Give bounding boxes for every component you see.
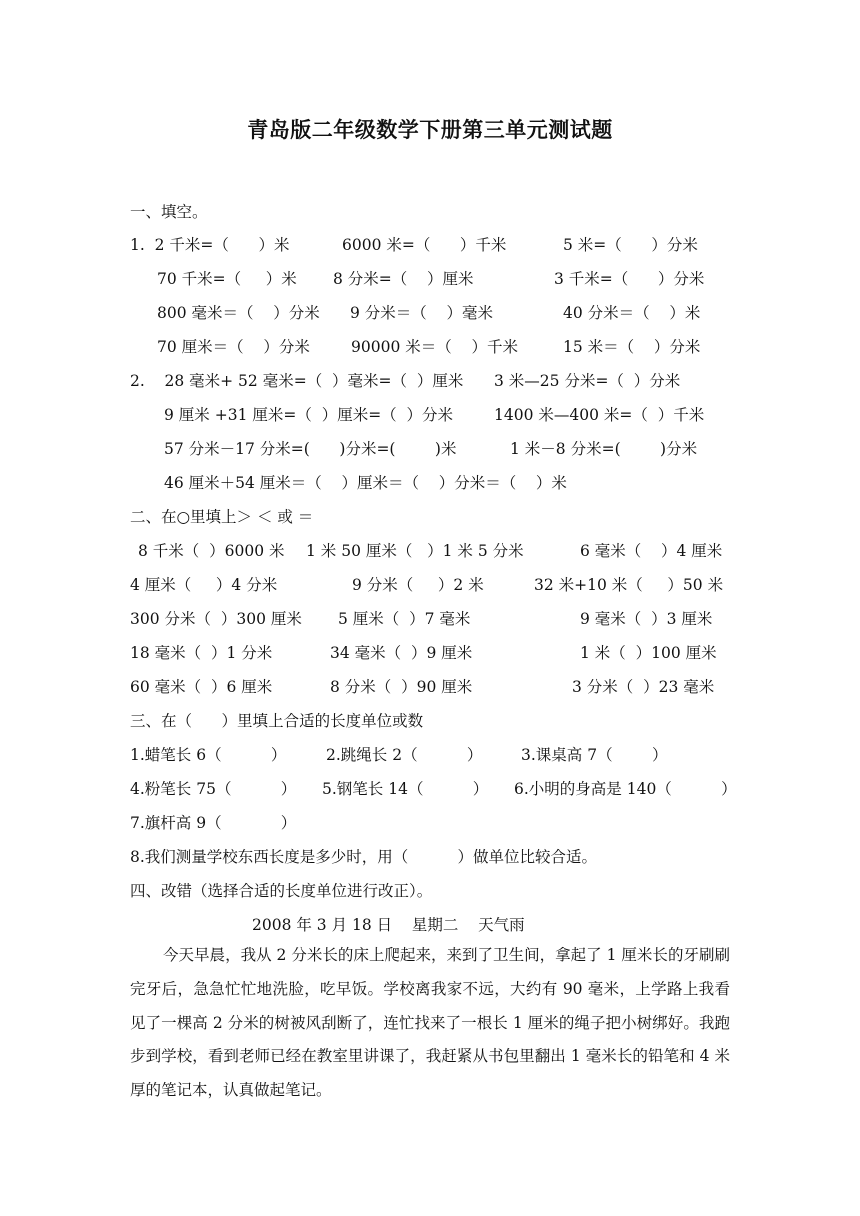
unit-question: 2.跳绳长 2（ ） <box>326 746 483 764</box>
compare-item: 1 米 50 厘米（ ）1 米 5 分米 <box>306 542 524 560</box>
compare-item: 9 分米（ ）2 米 <box>352 576 484 594</box>
unit-question: 1.蜡笔长 6（ ） <box>130 746 287 764</box>
unit-question: 8.我们测量学校东西长度是多少时，用（ ）做单位比较合适。 <box>130 848 598 866</box>
diary-text: 今天早晨，我从 2 分米长的床上爬起来，来到了卫生间，拿起了 1 厘米长的牙刷刷完牙后，急急忙忙地洗脸，吃早饭。学校离我家不远，大约有 90 毫米，上学路上我看见了一棵高 2 分米的树被风刮断了，连忙找来了一根长 1 厘米的绳子把小树绑好。我跑步到学校，看到老师已经在教室里讲课了，我赶紧从书包里翻出 1 毫米长的铅笔和 4 米厚的笔记本，认真做起笔记。 <box>130 946 730 1100</box>
compare-item: 34 毫米（ ）9 厘米 <box>330 644 473 662</box>
page-title: 青岛版二年级数学下册第三单元测试题 <box>247 118 613 142</box>
compare-item: 60 毫米（ ）6 厘米 <box>130 678 273 696</box>
unit-question: 4.粉笔长 75（ ） <box>130 780 297 798</box>
q1-item: 8 分米=（ ）厘米 <box>333 270 474 288</box>
compare-item: 9 毫米（ ）3 厘米 <box>580 610 713 628</box>
compare-item: 18 毫米（ ）1 分米 <box>130 644 273 662</box>
q1-item: 40 分米＝（ ）米 <box>563 304 701 322</box>
section4-heading: 四、改错（选择合适的长度单位进行改正）。 <box>130 882 433 900</box>
section3-heading: 三、在（ ）里填上合适的长度单位或数 <box>130 712 424 730</box>
q1-item: 15 米＝（ ）分米 <box>563 338 701 356</box>
unit-question: 6.小明的身高是 140（ ） <box>514 780 737 798</box>
compare-item: 8 分米（ ）90 厘米 <box>330 678 473 696</box>
q2-item: 9 厘米 +31 厘米=（ ）厘米=（ ）分米 <box>164 406 454 424</box>
unit-question: 3.课桌高 7（ ） <box>521 746 668 764</box>
compare-item: 1 米（ ）100 厘米 <box>580 644 717 662</box>
compare-item: 300 分米（ ）300 厘米 <box>130 610 302 628</box>
q1-item: 70 千米=（ ）米 <box>157 270 297 288</box>
q1-item: 70 厘米＝（ ）分米 <box>157 338 310 356</box>
q1-item: 90000 米＝（ ）千米 <box>351 338 518 356</box>
unit-question: 5.钢笔长 14（ ） <box>322 780 489 798</box>
q2-item: 46 厘米＋54 厘米＝（ ）厘米＝（ ）分米＝（ ）米 <box>164 474 567 492</box>
q2-item: 3 米—25 分米=（ ）分米 <box>494 372 681 390</box>
q1-item: 9 分米＝（ ）毫米 <box>350 304 493 322</box>
compare-item: 32 米+10 米（ ）50 米 <box>534 576 724 594</box>
q1-item: 800 毫米＝（ ）分米 <box>157 304 320 322</box>
compare-item: 6 毫米（ ）4 厘米 <box>580 542 723 560</box>
q2-item: 1 米－8 分米=( )分米 <box>510 440 698 458</box>
q1-item: 6000 米=（ ）千米 <box>342 236 507 254</box>
q1-item: 3 千米=（ ）分米 <box>554 270 705 288</box>
q2-item: 1400 米—400 米=（ ）千米 <box>494 406 705 424</box>
compare-item: 8 千米（ ）6000 米 <box>138 542 285 560</box>
diary-date: 2008 年 3 月 18 日 星期二 天气雨 <box>252 916 525 934</box>
diary-paragraph <box>130 939 730 1108</box>
compare-item: 3 分米（ ）23 毫米 <box>572 678 715 696</box>
compare-item: 4 厘米（ ）4 分米 <box>130 576 278 594</box>
unit-question: 7.旗杆高 9（ ） <box>130 814 297 832</box>
section2-heading: 二、在○里填上＞ ＜ 或 ＝ <box>130 508 314 526</box>
q2-item: 57 分米－17 分米=( )分米=( )米 <box>164 440 457 458</box>
q2-item: 2. 28 毫米+ 52 毫米=（ ）毫米=（ ）厘米 <box>130 372 464 390</box>
section1-heading: 一、填空。 <box>130 203 208 221</box>
q1-item: 5 米=（ ）分米 <box>563 236 698 254</box>
q1-item: 1. 2 千米=（ ）米 <box>130 236 290 254</box>
compare-item: 5 厘米（ ）7 毫米 <box>338 610 471 628</box>
